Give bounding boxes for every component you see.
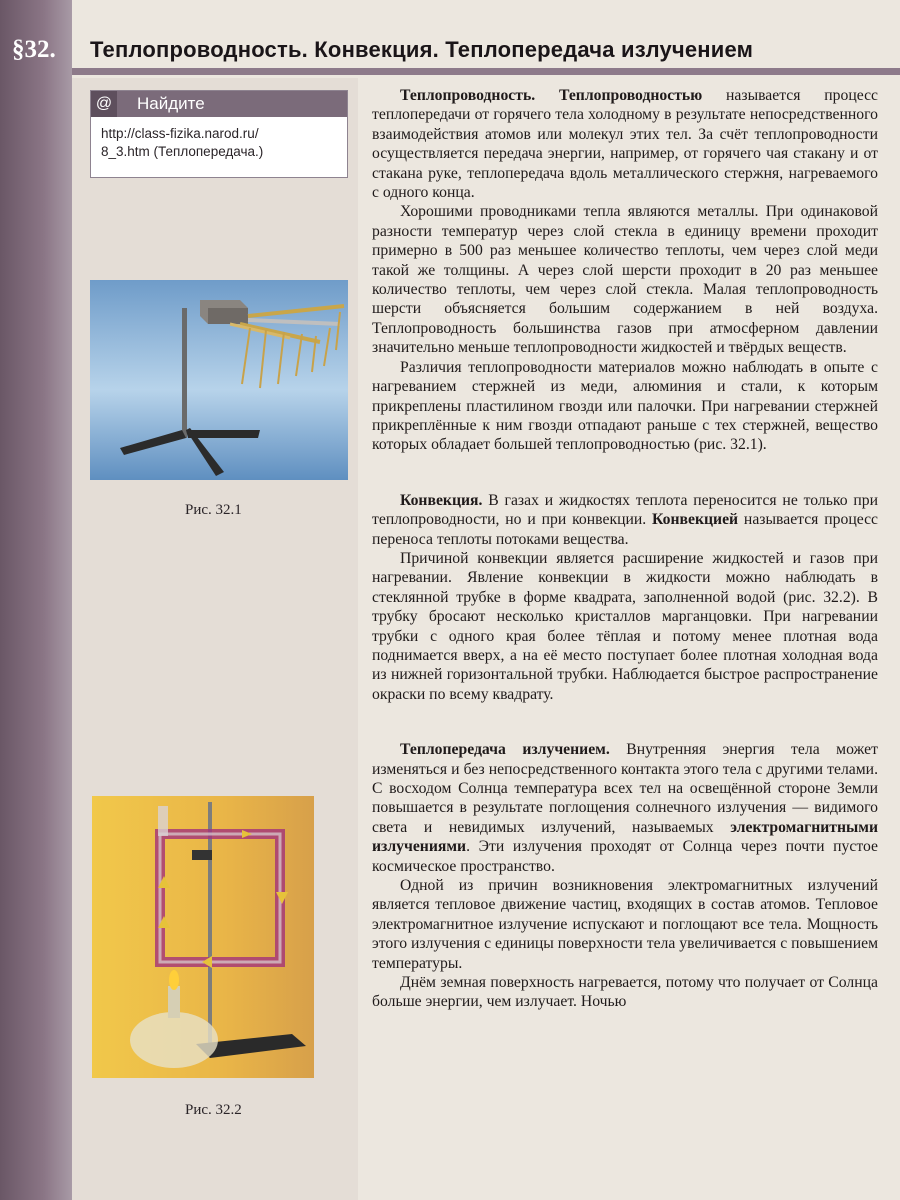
term-convection-def: Конвекцией [652,511,739,529]
find-box-link[interactable] [91,117,347,169]
section-header [0,28,900,72]
paragraph-convection-cause: Причиной конвекции является расширение жидкостей и газов при нагревании. Явление конвекции в жидкости можно наблюдать в стеклянной трубке в форме квадрата, заполненной водой (рис. 32.2). В трубку бросают несколько кристаллов марганцовки. При нагревании трубки с одного края более тёплая и потому менее плотная вода поднимается вверх, а на её место поступает более плотная холодная вода из нижней горизонтальной трубки. Наблюдается быстрое распространение окраски по всему квадрату. [372,549,878,703]
title-underline [72,68,900,75]
section-title: Теплопроводность. Конвекция. Теплопередача излучением [90,37,754,62]
term-em-radiation: электромагнитными излучениями [372,818,878,856]
at-icon: @ [91,91,117,117]
paragraph-day-night: Днём земная поверхность нагревается, потому что получает от Солнца больше энергии, чем излучает. Ночью [372,974,878,1011]
main-text [372,86,878,1012]
paragraph-convection: Конвекция. В газах и жидкостях теплота переносится не только при теплопроводности, но и при конвекции. Конвекцией называется процесс переноса теплоты потоками вещества. [372,491,878,548]
find-box-url-line1: http://class-fizika.narod.ru/ [101,126,259,141]
term-convection: Конвекция. [400,491,483,509]
term-radiation: Теплопередача излучением. [400,741,610,759]
term-thermal-conductivity: Теплопроводность. Теплопроводностью [400,87,703,104]
find-box-heading: Найдите [137,94,205,113]
paragraph-radiation-cause: Одной из причин возникновения электромагнитных излучений является тепловое движение частиц, входящих в состав атомов. Тепловое электромагнитное излучение испускают и поглощают все тела. Мощность этого излучения с единицы поверхности тела увеличивается с повышением температуры. [372,877,878,972]
find-box-header [91,91,347,117]
find-box-url-line2: 8_3.htm (Теплопередача.) [101,144,264,159]
figure-32-1-caption: Рис. 32.1 [185,502,242,518]
paragraph-thermal-conductivity: Теплопроводность. Теплопроводностью называется процесс теплопередачи от горячего тела холодному в результате непосредственного взаимодействия атомов или молекул этих тел. За счёт теплопроводности осуществляется передача энергии, например, от горячего чая стакану и от стакана руке, теплопередача вдоль металлического стержня, нагреваемого с одного конца. [372,87,878,202]
figure-32-2-photo [92,796,314,1078]
section-number: §32. [12,36,56,63]
find-box [90,90,348,178]
page-side-band [0,0,72,1200]
figure-32-2-caption: Рис. 32.2 [185,1102,242,1118]
paragraph-radiation: Теплопередача излучением. Внутренняя энергия тела может изменяться и без непосредственного контакта этого тела с другими телами. С восходом Солнца температура всех тел на освещённой стороне Земли повышается в результате поглощения солнечного излучения — видимого света и невидимых излучений, называемых электромагнитными излучениями. Эти излучения проходят от Солнца через почти пустое космическое пространство. [372,741,878,875]
paragraph-experiment: Различия теплопроводности материалов можно наблюдать в опыте с нагреванием стержней из меди, алюминия и стали, к которым прикреплены пластилином гвозди или палочки. При нагревании стержней прикреплённые к ним гвозди отпадают раньше с тех стержней, вещество которых обладает большей теплопроводностью (рис. 32.1). [372,358,878,454]
paragraph-conductors: Хорошими проводниками тепла являются металлы. При одинаковой разности температур через слой стекла в единицу времени проходит примерно в 500 раз меньшее количество теплоты, чем через слой меди такой же толщины. А через слой шерсти проходит в 20 раз меньшее количество теплоты, чем через слой стекла. Малая теплопроводность шерсти объясняется большим содержанием в ней воздуха. Теплопроводность большинства газов при атмосферном давлении значительно меньше теплопроводности жидкостей и твёрдых веществ. [372,203,878,357]
figure-32-1-photo [90,280,348,480]
